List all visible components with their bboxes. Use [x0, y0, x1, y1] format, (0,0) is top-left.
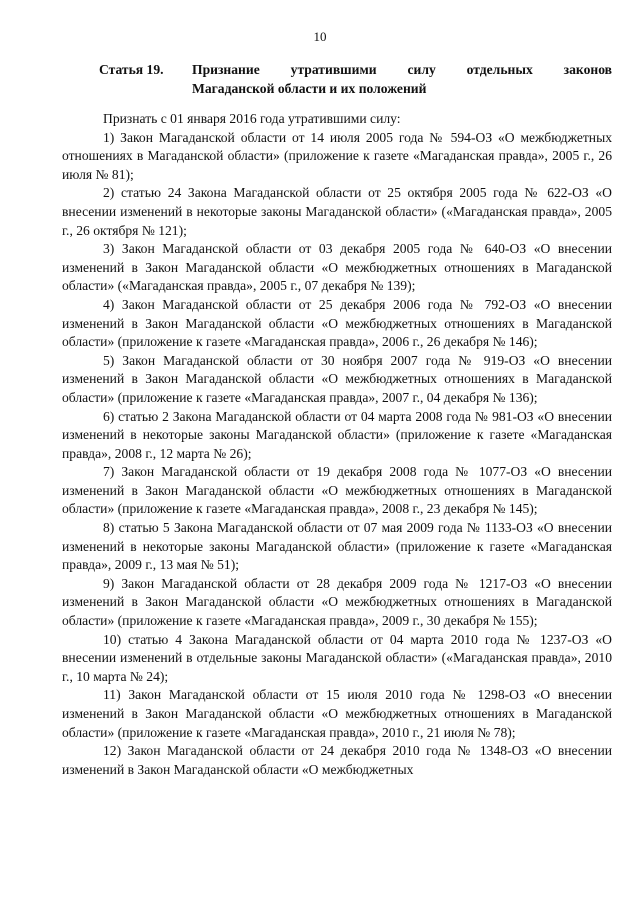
list-item: 1) Закон Магаданской области от 14 июля 2005 года № 594-ОЗ «О межбюджетных отношениях в Магаданской области» (приложение к газете «Магаданская правда», 2005 г., 26 июля № 81); — [62, 129, 612, 182]
list-item: 10) статью 4 Закона Магаданской области от 04 марта 2010 года № 1237-ОЗ «О внесении изменений в отдельные законы Магаданской области» («Магаданская правда», 2010 г., 10 марта № 24); — [62, 631, 612, 684]
intro-paragraph: Признать с 01 января 2016 года утратившими силу: — [103, 111, 401, 126]
list-item: 6) статью 2 Закона Магаданской области от 04 марта 2008 года № 981-ОЗ «О внесении изменений в некоторые законы Магаданской области» (приложение к газете «Магаданская правда», 2008 г., 12 марта № 26); — [62, 408, 612, 461]
article-title-line1: Признание утратившими силу отдельных законов — [192, 62, 612, 77]
article-label: Статья 19. — [99, 62, 164, 77]
article-heading — [99, 60, 612, 98]
list-item: 11) Закон Магаданской области от 15 июля 2010 года № 1298-ОЗ «О внесении изменений в Закон Магаданской области «О межбюджетных отношениях в Магаданской области» (приложение к газете «Магаданская правда», 2010 г., 21 июля № 78); — [62, 687, 612, 740]
article-body — [62, 110, 612, 779]
list-item: 9) Закон Магаданской области от 28 декабря 2009 года № 1217-ОЗ «О внесении изменений в Закон Магаданской области «О межбюджетных отношениях в Магаданской области» (приложение к газете «Магаданская правда», 2009 г., 30 декабря № 155); — [62, 575, 612, 629]
page-number: 10 — [313, 29, 327, 44]
list-item: 3) Закон Магаданской области от 03 декабря 2005 года № 640-ОЗ «О внесении изменений в Закон Магаданской области «О межбюджетных отношениях в Магаданской области» («Магаданская правда», 2005 г., 07 декабря № 139); — [62, 241, 612, 294]
list-item: 12) Закон Магаданской области от 24 декабря 2010 года № 1348-ОЗ «О внесении изменений в Закон Магаданской области «О межбюджетных — [62, 743, 612, 777]
list-item: 7) Закон Магаданской области от 19 декабря 2008 года № 1077-ОЗ «О внесении изменений в Закон Магаданской области «О межбюджетных отношениях в Магаданской области» (приложение к газете «Магаданская правда», 2008 г., 23 декабря № 145); — [62, 464, 612, 517]
list-item: 8) статью 5 Закона Магаданской области от 07 мая 2009 года № 1133-ОЗ «О внесении изменений в некоторые законы Магаданской области» (приложение к газете «Магаданская правда», 2009 г., 13 мая № 51); — [62, 520, 612, 573]
list-item: 5) Закон Магаданской области от 30 ноября 2007 года № 919-ОЗ «О внесении изменений в Закон Магаданской области «О межбюджетных отношениях в Магаданской области» (приложение к газете «Магаданская правда», 2007 г., 04 декабря № 136); — [62, 352, 612, 405]
list-item: 2) статью 24 Закона Магаданской области от 25 октября 2005 года № 622-ОЗ «О внесении изменений в некоторые законы Магаданской области» («Магаданская правда», 2005 г., 26 октября № 121); — [62, 185, 612, 238]
article-title-line2: Магаданской области и их положений — [192, 81, 427, 96]
list-item: 4) Закон Магаданской области от 25 декабря 2006 года № 792-ОЗ «О внесении изменений в Закон Магаданской области «О межбюджетных отношениях в Магаданской области» (приложение к газете «Магаданская правда», 2006 г., 26 декабря № 146); — [62, 296, 612, 350]
